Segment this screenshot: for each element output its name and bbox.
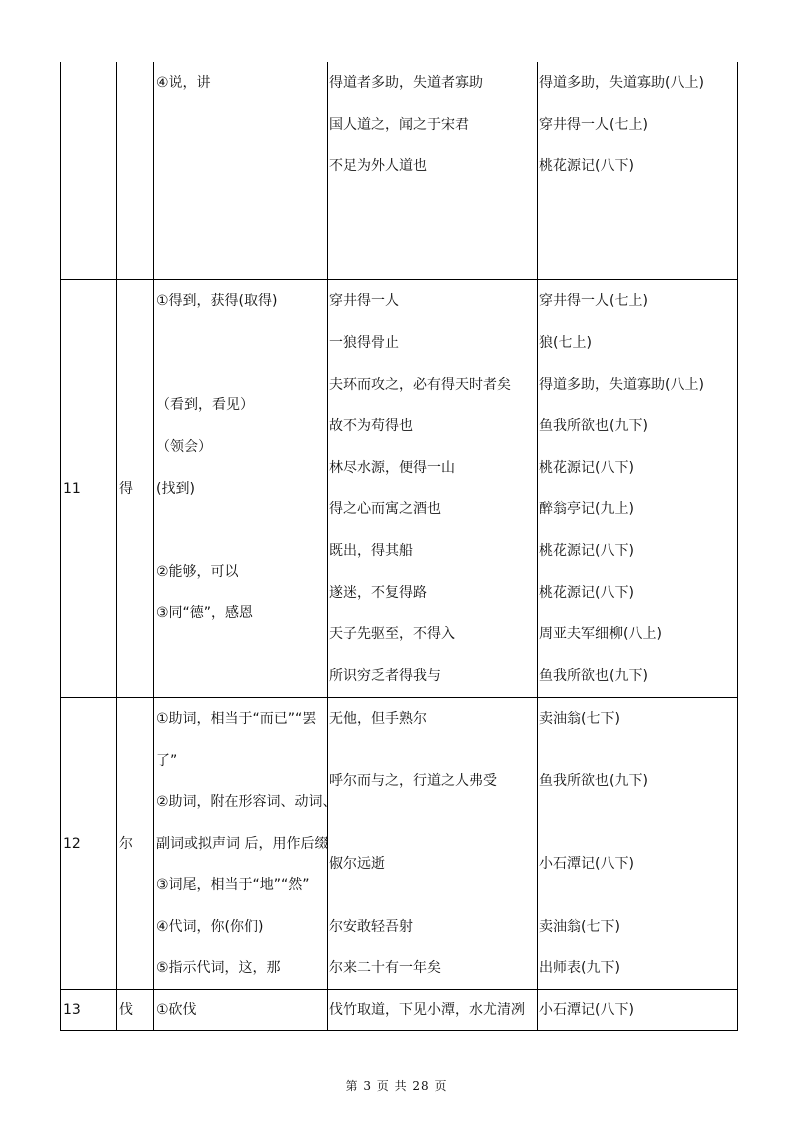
source-11-1: 穿井得一人(七上) [539,293,648,309]
meaning-12-4: ④代词，你(你们) [156,919,264,935]
example-11-3: 夫环而攻之，必有得天时者矣 [329,377,511,393]
example-11-1: 穿井得一人 [329,293,399,309]
example-13-1: 伐竹取道，下见小潭，水尤清冽 [329,1002,525,1018]
source-11-4: 鱼我所欲也(九下) [539,418,648,434]
source-11-9: 周亚夫军细柳(八上) [539,626,662,642]
meaning-12-2-cont: 副词或拟声词 后，用作后缀 [156,836,329,852]
row-char-13: 伐 [119,1002,133,1018]
example-12-1: 无他，但手熟尔 [329,711,427,727]
row-number-11: 11 [63,481,81,497]
source-11-2: 狼(七上) [539,335,592,351]
example-10-2: 国人道之，闻之于宋君 [329,117,469,133]
meaning-12-1: ①助词，相当于“而已”“罢 [156,711,317,727]
page-footer: 第 3 页 共 28 页 [345,1079,448,1093]
example-12-4: 尔安敢轻吾射 [329,919,413,935]
example-11-10: 所识穷乏者得我与 [329,668,441,684]
example-11-7: 既出，得其船 [329,543,413,559]
example-10-1: 得道者多助，失道者寡助 [329,75,483,91]
example-12-5: 尔来二十有一年矣 [329,960,441,976]
example-11-4: 故不为苟得也 [329,418,413,434]
row-number-13: 13 [63,1002,81,1018]
example-11-9: 天子先驱至，不得入 [329,626,455,642]
meaning-11-2: ②能够，可以 [156,564,239,580]
source-13-1: 小石潭记(八下) [539,1002,634,1018]
source-10-2: 穿井得一人(七上) [539,117,648,133]
meaning-13-1: ①砍伐 [156,1002,197,1018]
source-11-7: 桃花源记(八下) [539,543,634,559]
source-12-4: 卖油翁(七下) [539,919,620,935]
source-12-1: 卖油翁(七下) [539,711,620,727]
example-11-8: 遂迷，不复得路 [329,585,427,601]
example-11-5: 林尽水源，便得一山 [329,460,455,476]
source-11-6: 醉翁亭记(九上) [539,501,634,517]
row-number-12: 12 [63,836,81,852]
source-11-8: 桃花源记(八下) [539,585,634,601]
source-10-3: 桃花源记(八下) [539,158,634,174]
row-char-11: 得 [119,481,133,497]
meaning-11-1b: （领会） [156,439,212,455]
source-11-3: 得道多助，失道寡助(八上) [539,377,704,393]
source-12-2: 鱼我所欲也(九下) [539,773,648,789]
source-12-5: 出师表(九下) [539,960,620,976]
meaning-10-4: ④说，讲 [156,75,211,91]
source-11-5: 桃花源记(八下) [539,460,634,476]
example-12-2: 呼尔而与之，行道之人弗受 [329,773,497,789]
meaning-11-3: ③同“德”，感恩 [156,605,254,621]
meaning-12-1-cont: 了” [156,753,178,769]
source-11-10: 鱼我所欲也(九下) [539,668,648,684]
meaning-11-1c: (找到) [156,481,195,497]
source-10-1: 得道多助，失道寡助(八上) [539,75,704,91]
example-10-3: 不足为外人道也 [329,158,427,174]
source-12-3: 小石潭记(八下) [539,856,634,872]
example-12-3: 俶尔远逝 [329,856,385,872]
example-11-6: 得之心而寓之酒也 [329,501,441,517]
row-char-12: 尔 [119,836,133,852]
meaning-12-3: ③词尾，相当于“地”“然” [156,877,310,893]
example-11-2: 一狼得骨止 [329,335,399,351]
meaning-12-5: ⑤指示代词，这，那 [156,960,281,976]
meaning-11-1a: （看到，看见） [156,397,254,413]
meaning-11-1: ①得到，获得(取得) [156,293,278,309]
meaning-12-2: ②助词，附在形容词、动词、 [156,794,337,810]
